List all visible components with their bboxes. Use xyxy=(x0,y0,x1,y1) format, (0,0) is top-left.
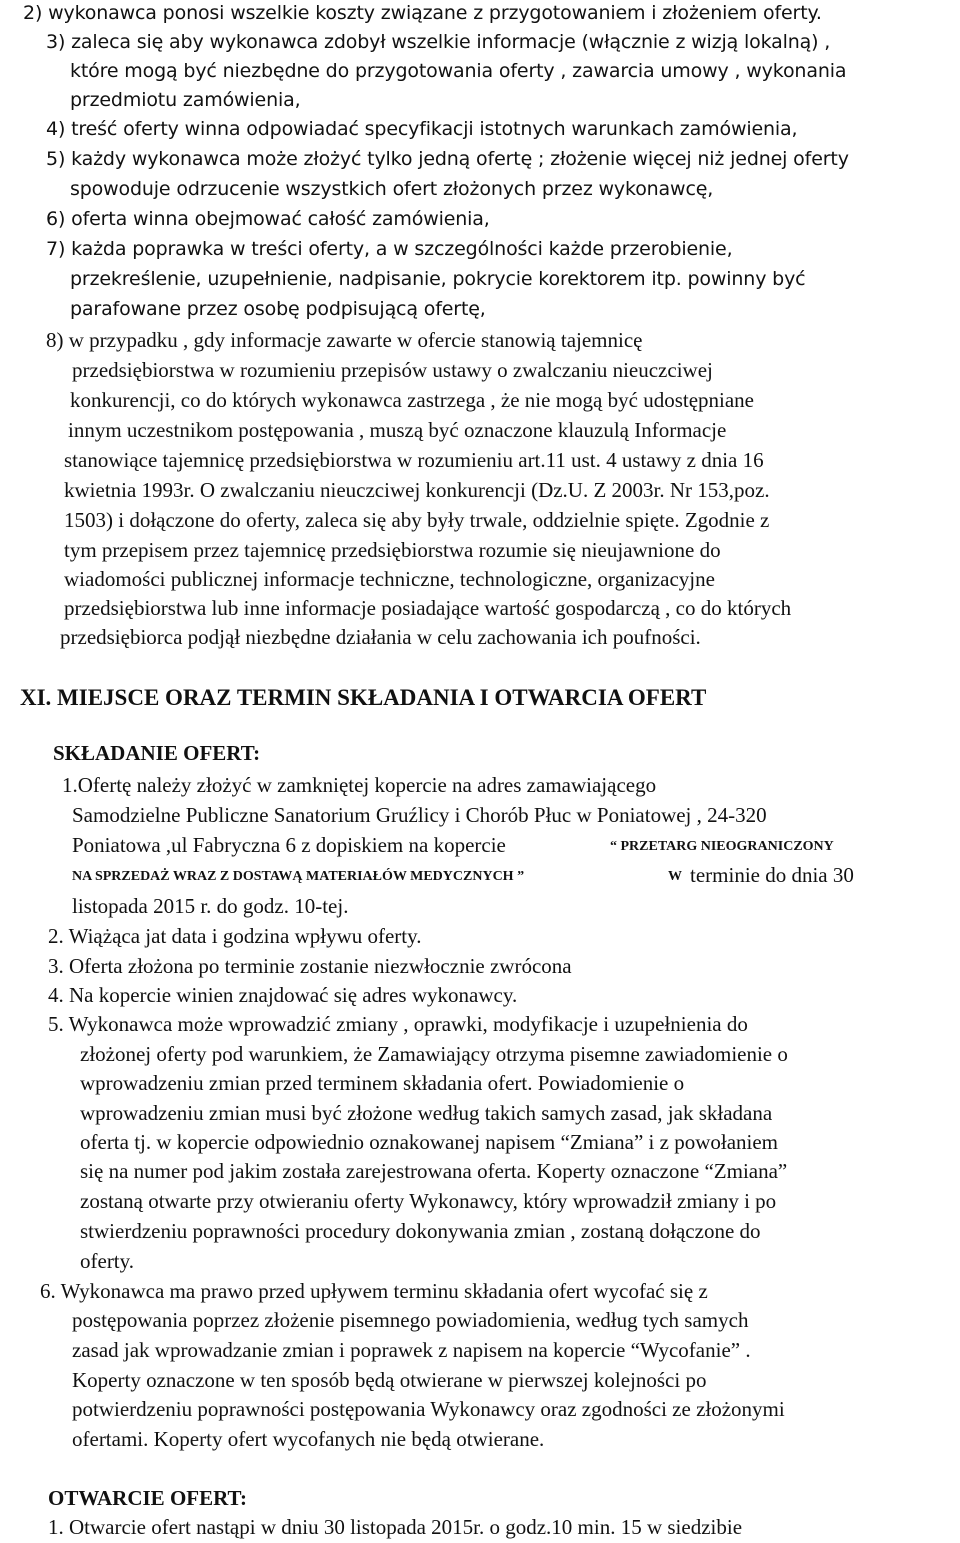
list-item: się na numer pod jakim została zarejestrowana oferta. Koperty oznaczone “Zmiana” xyxy=(80,1159,788,1183)
list-item: przedsiębiorstwa lub inne informacje posiadające wartość gospodarczą , co do których xyxy=(64,596,792,620)
list-item: spowoduje odrzucenie wszystkich ofert złożonych przez wykonawcę, xyxy=(70,178,714,200)
list-item: tym przepisem przez tajemnicę przedsiębiorstwa rozumie się nieujawnione do xyxy=(64,538,721,562)
list-item: przekreślenie, uzupełnienie, nadpisanie, pokrycie korektorem itp. powinny być xyxy=(70,268,806,290)
list-item: przedsiębiorca podjął niezbędne działania w celu zachowania ich poufności. xyxy=(60,625,701,649)
list-item: parafowane przez osobę podpisującą ofertę, xyxy=(70,298,486,320)
list-item: 4) treść oferty winna odpowiadać specyfikacji istotnych warunkach zamówienia, xyxy=(46,118,798,140)
paragraph-line: listopada 2015 r. do godz. 10-tej. xyxy=(72,894,349,918)
list-item: złożonej oferty pod warunkiem, że Zamawiający otrzyma pisemne zawiadomienie o xyxy=(80,1042,788,1066)
subheading-skladanie: SKŁADANIE OFERT: xyxy=(53,741,261,765)
paragraph-line: terminie do dnia 30 xyxy=(690,863,854,887)
list-item: 3. Oferta złożona po terminie zostanie niezwłocznie zwrócona xyxy=(48,954,572,978)
list-item: 4. Na kopercie winien znajdować się adres wykonawcy. xyxy=(48,983,518,1007)
envelope-label: W xyxy=(668,869,682,884)
list-item: 2) wykonawca ponosi wszelkie koszty związane z przygotowaniem i złożeniem oferty. xyxy=(23,2,822,24)
section-heading: XI. MIEJSCE ORAZ TERMIN SKŁADANIA I OTWARCIA OFERT xyxy=(20,685,707,710)
list-item: 6) oferta winna obejmować całość zamówienia, xyxy=(46,208,490,230)
list-item: stwierdzeniu poprawności procedury dokonywania zmian , zostaną dołączone do xyxy=(80,1219,761,1243)
list-item: wprowadzeniu zmian musi być złożone według takich samych zasad, jak składana xyxy=(80,1101,773,1125)
list-item: postępowania poprzez złożenie pisemnego powiadomienia, według tych samych xyxy=(72,1308,749,1332)
envelope-label: “ PRZETARG NIEOGRANICZONY xyxy=(610,839,834,854)
list-item: wiadomości publicznej informacje techniczne, technologiczne, organizacyjne xyxy=(64,567,715,591)
list-item: potwierdzeniu poprawności postępowania Wykonawcy oraz zgodności ze złożonymi xyxy=(72,1397,785,1421)
list-item: 8) w przypadku , gdy informacje zawarte w ofercie stanowią tajemnicę xyxy=(46,328,643,352)
list-item: Koperty oznaczone w ten sposób będą otwierane w pierwszej kolejności po xyxy=(72,1368,707,1392)
list-item: 2. Wiążąca jat data i godzina wpływu oferty. xyxy=(48,924,422,948)
list-item: konkurencji, co do których wykonawca zastrzega , że nie mogą być udostępniane xyxy=(70,388,754,412)
list-item: 3) zaleca się aby wykonawca zdobył wszelkie informacje (włącznie z wizją lokalną) , xyxy=(46,31,831,53)
list-item: zasad jak wprowadzanie zmian i poprawek z napisem na kopercie “Wycofanie” . xyxy=(72,1338,751,1362)
paragraph-line: Samodzielne Publiczne Sanatorium Gruźlicy i Chorób Płuc w Poniatowej , 24-320 xyxy=(72,803,767,827)
envelope-label: NA SPRZEDAŻ WRAZ Z DOSTAWĄ MATERIAŁÓW MEDYCZNYCH ” xyxy=(72,869,525,884)
paragraph-line: 1.Ofertę należy złożyć w zamkniętej kopercie na adres zamawiającego xyxy=(62,773,657,797)
list-item: 5. Wykonawca może wprowadzić zmiany , oprawki, modyfikacje i uzupełnienia do xyxy=(48,1012,748,1036)
paragraph-line: Poniatowa ,ul Fabryczna 6 z dopiskiem na kopercie xyxy=(72,833,506,857)
list-item: które mogą być niezbędne do przygotowania oferty , zawarcia umowy , wykonania xyxy=(70,60,847,82)
list-item: oferta tj. w kopercie odpowiednio oznakowanej napisem “Zmiana” i z powołaniem xyxy=(80,1130,779,1154)
list-item: 5) każdy wykonawca może złożyć tylko jedną ofertę ; złożenie więcej niż jednej oferty xyxy=(46,148,849,170)
paragraph-line: 1. Otwarcie ofert nastąpi w dniu 30 listopada 2015r. o godz.10 min. 15 w siedzibie xyxy=(48,1515,743,1539)
list-item: 1503) i dołączone do oferty, zaleca się aby były trwale, oddzielnie spięte. Zgodnie z xyxy=(64,508,770,532)
list-item: stanowiące tajemnicę przedsiębiorstwa w rozumieniu art.11 ust. 4 ustawy z dnia 16 xyxy=(64,448,764,472)
list-item: innym uczestnikom postępowania , muszą być oznaczone klauzulą Informacje xyxy=(68,418,727,442)
list-item: 6. Wykonawca ma prawo przed upływem terminu składania ofert wycofać się z xyxy=(40,1279,708,1303)
list-item: zostaną otwarte przy otwieraniu oferty Wykonawcy, który wprowadził zmiany i po xyxy=(80,1189,777,1213)
list-item: oferty. xyxy=(80,1249,135,1273)
list-item: przedmiotu zamówienia, xyxy=(70,89,301,111)
subheading-otwarcie: OTWARCIE OFERT: xyxy=(48,1486,247,1510)
list-item: wprowadzeniu zmian przed terminem składania ofert. Powiadomienie o xyxy=(80,1071,685,1095)
list-item: ofertami. Koperty ofert wycofanych nie będą otwierane. xyxy=(72,1427,545,1451)
list-item: 7) każda poprawka w treści oferty, a w szczególności każde przerobienie, xyxy=(46,238,733,260)
list-item: przedsiębiorstwa w rozumieniu przepisów ustawy o zwalczaniu nieuczciwej xyxy=(72,358,713,382)
list-item: kwietnia 1993r. O zwalczaniu nieuczciwej konkurencji (Dz.U. Z 2003r. Nr 153,poz. xyxy=(64,478,770,502)
